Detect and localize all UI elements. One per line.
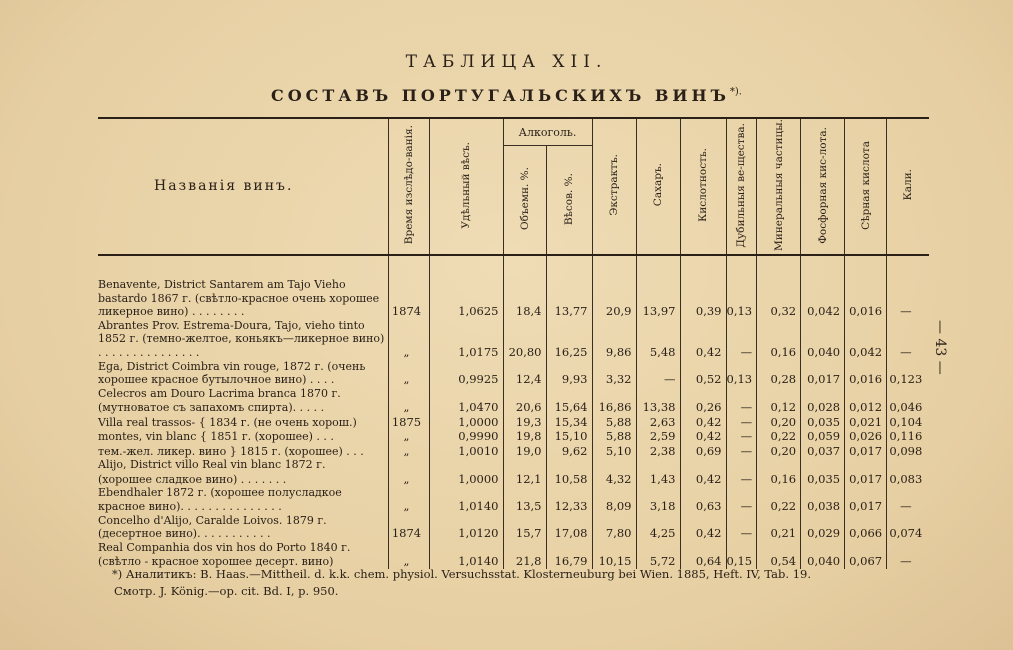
cell: 5,88 [592, 415, 636, 430]
col-header-tannin: Дубильныя ве-щества. [726, 118, 757, 255]
cell [429, 541, 503, 555]
cell: 13,97 [636, 278, 680, 319]
col-header-sulfuric: Сѣрная кислота [845, 118, 887, 255]
cell: 20,80 [503, 319, 546, 360]
cell [801, 387, 845, 401]
cell: 0,016 [845, 360, 887, 387]
cell: 10,58 [546, 472, 592, 487]
cell: 0,042 [845, 319, 887, 360]
cell: 0,066 [845, 514, 887, 541]
cell [503, 458, 546, 472]
cell: — [887, 278, 929, 319]
cell: 0,035 [801, 472, 845, 487]
cell: — [726, 429, 757, 444]
cell: 1,0140 [429, 554, 503, 569]
wine-name: Celecros am Douro Lacrima branca 1870 г. [98, 386, 341, 400]
cell: 3,18 [636, 486, 680, 513]
cell [388, 541, 429, 555]
col-header-alcohol-volume: Объемн. %. [503, 146, 546, 255]
col-header-alcohol: Алкоголь. [503, 118, 592, 146]
cell: 0,059 [801, 429, 845, 444]
cell: 0,9925 [429, 360, 503, 387]
cell: „ [388, 319, 429, 360]
cell: 0,13 [726, 278, 757, 319]
cell: — [726, 319, 757, 360]
cell [801, 458, 845, 472]
table-row [98, 472, 929, 487]
cell: 16,25 [546, 319, 592, 360]
cell: 1874 [388, 278, 429, 319]
cell: 1,0010 [429, 444, 503, 459]
cell: „ [388, 554, 429, 569]
wine-name: Real Companhia dos vin hos do Porto 1840 г. [98, 540, 351, 554]
cell: 0,104 [887, 415, 929, 430]
cell: 3,32 [592, 360, 636, 387]
cell [845, 541, 887, 555]
cell: 0,017 [845, 444, 887, 459]
cell: 0,42 [680, 429, 726, 444]
cell: — [887, 554, 929, 569]
cell: 15,10 [546, 429, 592, 444]
cell [636, 458, 680, 472]
cell [726, 387, 757, 401]
cell [636, 541, 680, 555]
cell: 15,64 [546, 400, 592, 415]
cell: 5,10 [592, 444, 636, 459]
cell: 15,34 [546, 415, 592, 430]
table-row [98, 429, 929, 444]
cell: 0,64 [680, 554, 726, 569]
cell: 0,046 [887, 400, 929, 415]
cell: 19,3 [503, 415, 546, 430]
cell: 18,4 [503, 278, 546, 319]
cell: 1,0120 [429, 514, 503, 541]
cell: 0,098 [887, 444, 929, 459]
cell: 0,067 [845, 554, 887, 569]
cell [801, 541, 845, 555]
cell: 0,038 [801, 486, 845, 513]
cell: 0,21 [757, 514, 801, 541]
cell: 16,86 [592, 400, 636, 415]
wine-name: (свѣтло - красное хорошее десерт. вино) [98, 555, 334, 569]
table-row [98, 444, 929, 459]
cell: 20,9 [592, 278, 636, 319]
col-header-sugar: Сахаръ. [636, 118, 680, 255]
wine-name: Ega, District Coimbra vin rouge, 1872 г. (очень хорошее красное бутылочное вино) . . . . [98, 359, 366, 387]
cell: 19,0 [503, 444, 546, 459]
cell: — [887, 486, 929, 513]
cell [757, 458, 801, 472]
footnote-line-1: *) Аналитикъ: B. Haas.—Mittheil. d. k.k. chem. physiol. Versuchsstat. Klosterneuburg bei Wien. 1885, Heft. IV, Tab. 19. [112, 567, 811, 581]
cell: 0,042 [801, 278, 845, 319]
cell: 1874 [388, 514, 429, 541]
cell [592, 458, 636, 472]
cell [726, 541, 757, 555]
cell: 0,017 [845, 486, 887, 513]
col-header-phosphoric: Фосфорная кис-лота. [801, 118, 845, 255]
wine-name: montes, vin blanc { 1851 г. (хорошее) . . . [98, 430, 334, 444]
cell: „ [388, 429, 429, 444]
cell: 0,029 [801, 514, 845, 541]
col-header-alcohol-weight: Вѣсов. %. [546, 146, 592, 255]
cell: 8,09 [592, 486, 636, 513]
table-row [98, 514, 929, 541]
cell: — [726, 486, 757, 513]
cell: 2,63 [636, 415, 680, 430]
cell: „ [388, 360, 429, 387]
table-row [98, 400, 929, 415]
spacer-row [98, 255, 929, 278]
wine-name: Ebendhaler 1872 г. (хорошее полусладкое красное вино). . . . . . . . . . . . . . . [98, 486, 342, 514]
cell: 0,017 [801, 360, 845, 387]
cell [887, 387, 929, 401]
cell: 2,59 [636, 429, 680, 444]
cell: 9,62 [546, 444, 592, 459]
cell: 0,63 [680, 486, 726, 513]
cell: 0,22 [757, 486, 801, 513]
cell: — [636, 360, 680, 387]
cell: 0,32 [757, 278, 801, 319]
cell: 17,08 [546, 514, 592, 541]
col-header-potassium: Кали. [887, 118, 929, 255]
cell [592, 541, 636, 555]
cell: 1875 [388, 415, 429, 430]
table-row [98, 360, 929, 387]
cell: 1,0175 [429, 319, 503, 360]
cell: 12,33 [546, 486, 592, 513]
cell [546, 387, 592, 401]
cell: „ [388, 400, 429, 415]
cell: 0,42 [680, 319, 726, 360]
col-header-acidity: Кислотность. [680, 118, 726, 255]
cell: 0,035 [801, 415, 845, 430]
col-header-extract: Экстрактъ. [592, 118, 636, 255]
cell: — [726, 400, 757, 415]
cell: 2,38 [636, 444, 680, 459]
cell: 0,69 [680, 444, 726, 459]
cell: 0,040 [801, 554, 845, 569]
cell: 0,20 [757, 444, 801, 459]
cell [592, 387, 636, 401]
cell: — [726, 472, 757, 487]
cell: — [887, 319, 929, 360]
cell [887, 458, 929, 472]
cell: 0,22 [757, 429, 801, 444]
cell [388, 387, 429, 401]
table-row [98, 541, 929, 555]
cell: 15,7 [503, 514, 546, 541]
table-subtitle [0, 86, 1013, 105]
cell: 4,32 [592, 472, 636, 487]
table-row [98, 319, 929, 360]
cell: 13,5 [503, 486, 546, 513]
cell: — [726, 415, 757, 430]
cell: 0,28 [757, 360, 801, 387]
cell: 0,42 [680, 415, 726, 430]
cell [636, 387, 680, 401]
cell [546, 458, 592, 472]
cell: 10,15 [592, 554, 636, 569]
col-header-year: Время изслѣдо-ванія. [388, 118, 429, 255]
table-title: ТАБЛИЦА XII. [405, 52, 608, 72]
cell: 0,15 [726, 554, 757, 569]
cell: 0,021 [845, 415, 887, 430]
cell: 1,43 [636, 472, 680, 487]
cell: 12,4 [503, 360, 546, 387]
footnote-line-2: Смотр. J. König.—op. cit. Bd. I, p. 950. [114, 584, 339, 598]
cell [845, 458, 887, 472]
cell: 13,77 [546, 278, 592, 319]
cell: 1,0625 [429, 278, 503, 319]
cell: 1,0140 [429, 486, 503, 513]
cell: 16,79 [546, 554, 592, 569]
wine-name: Alijo, District villo Real vin blanc 1872 г. [98, 458, 326, 472]
cell [503, 541, 546, 555]
cell: 12,1 [503, 472, 546, 487]
cell: 0,037 [801, 444, 845, 459]
cell: 0,12 [757, 400, 801, 415]
table-row [98, 458, 929, 472]
wine-name: (хорошее сладкое вино) . . . . . . . [98, 472, 287, 486]
footnote-marker: *). [729, 86, 742, 98]
cell: 19,8 [503, 429, 546, 444]
cell: 1,0000 [429, 472, 503, 487]
footnote [112, 566, 811, 600]
cell: 0,116 [887, 429, 929, 444]
cell: 0,20 [757, 415, 801, 430]
cell: 21,8 [503, 554, 546, 569]
col-header-name: Названія винъ. [98, 118, 388, 255]
cell: — [726, 514, 757, 541]
cell: 0,040 [801, 319, 845, 360]
cell: 0,016 [845, 278, 887, 319]
subtitle-text: СОСТАВЪ ПОРТУГАЛЬСКИХЪ ВИНЪ [271, 86, 730, 105]
cell: „ [388, 472, 429, 487]
wine-name: тем.-жел. ликер. вино } 1815 г. (хорошее) . . . [98, 444, 364, 458]
cell: 0,028 [801, 400, 845, 415]
cell: 0,017 [845, 472, 887, 487]
cell: 0,26 [680, 400, 726, 415]
cell: 0,026 [845, 429, 887, 444]
cell: 0,123 [887, 360, 929, 387]
cell: 9,86 [592, 319, 636, 360]
cell: 5,72 [636, 554, 680, 569]
cell: 20,6 [503, 400, 546, 415]
cell [429, 387, 503, 401]
cell [680, 387, 726, 401]
table-row [98, 486, 929, 513]
cell: „ [388, 444, 429, 459]
cell: 0,52 [680, 360, 726, 387]
wine-composition-table [98, 117, 929, 569]
cell [680, 458, 726, 472]
table-row [98, 387, 929, 401]
cell [887, 541, 929, 555]
cell: 5,48 [636, 319, 680, 360]
wine-name: (мутноватое съ запахомъ спирта). . . . . [98, 401, 325, 415]
cell: — [726, 444, 757, 459]
cell: 13,38 [636, 400, 680, 415]
table-row [98, 278, 929, 319]
col-header-mineral: Минеральныя частицы. [757, 118, 801, 255]
page-number: — 43 — [932, 320, 948, 375]
cell [503, 387, 546, 401]
cell: 1,0000 [429, 415, 503, 430]
wine-name: Concelho d'Alijo, Caralde Loivos. 1879 г. (десертное вино). . . . . . . . . . . [98, 513, 327, 541]
cell [726, 458, 757, 472]
cell: 9,93 [546, 360, 592, 387]
wine-name: Abrantes Prov. Estrema-Doura, Tajo, vieho tinto 1852 г. (темно-желтое, коньякъ—ликерное вино) . . . . . . . . . . . . . . . [98, 318, 385, 359]
col-header-gravity: Удѣльный вѣсъ. [429, 118, 503, 255]
cell [757, 387, 801, 401]
cell [845, 387, 887, 401]
cell: 1,0470 [429, 400, 503, 415]
cell: 4,25 [636, 514, 680, 541]
cell: 0,083 [887, 472, 929, 487]
cell: 0,13 [726, 360, 757, 387]
cell: 0,9990 [429, 429, 503, 444]
cell: 5,88 [592, 429, 636, 444]
cell [757, 541, 801, 555]
cell [429, 458, 503, 472]
cell: 7,80 [592, 514, 636, 541]
cell: 0,42 [680, 472, 726, 487]
wine-name: Benavente, District Santarem am Tajo Vieho bastardo 1867 г. (свѣтло-красное очень хорошее ликерное вино) . . . . . . . . [98, 277, 380, 319]
cell [388, 458, 429, 472]
table-row [98, 415, 929, 430]
cell: 0,16 [757, 319, 801, 360]
cell: 0,39 [680, 278, 726, 319]
cell: „ [388, 486, 429, 513]
cell [680, 541, 726, 555]
cell [546, 541, 592, 555]
cell: 0,012 [845, 400, 887, 415]
cell: 0,074 [887, 514, 929, 541]
cell: 0,54 [757, 554, 801, 569]
cell: 0,42 [680, 514, 726, 541]
wine-name: Villa real trassos- { 1834 г. (не очень хорош.) [98, 415, 357, 429]
cell: 0,16 [757, 472, 801, 487]
